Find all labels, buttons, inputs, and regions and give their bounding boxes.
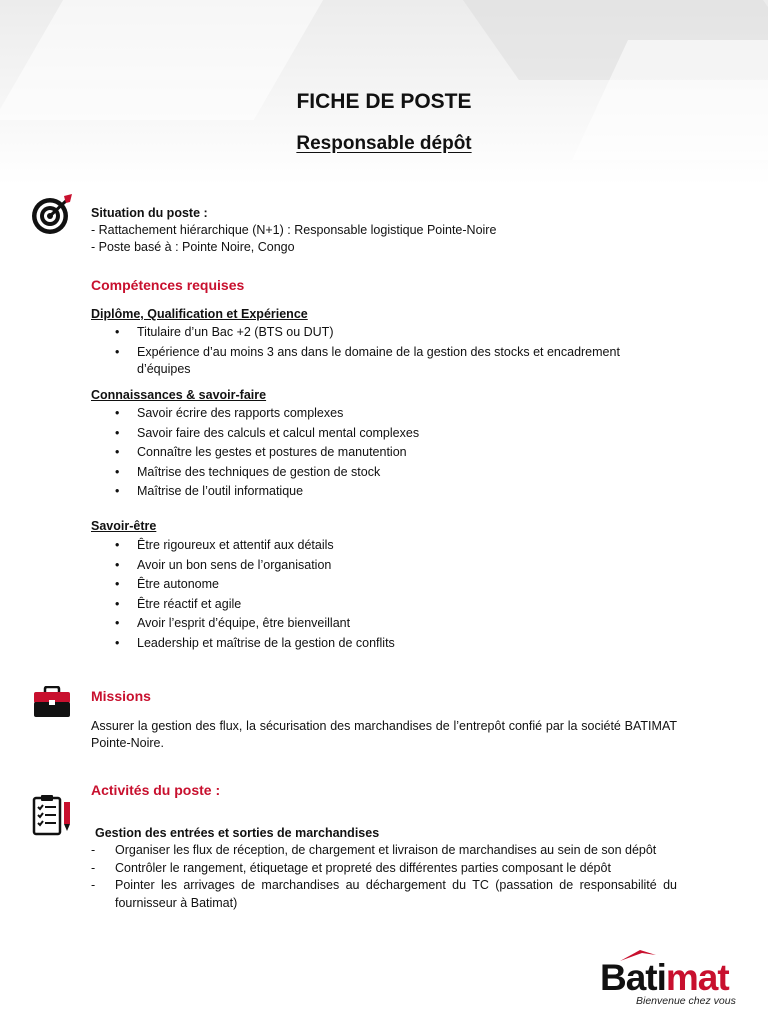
list-item: • Savoir écrire des rapports complexes (91, 405, 637, 422)
list-item: • Maîtrise des techniques de gestion de stock (91, 464, 637, 481)
list-item: • Savoir faire des calculs et calcul mental complexes (91, 425, 637, 442)
savoir-etre-heading: Savoir-être (91, 519, 157, 533)
list-item: • Être réactif et agile (91, 596, 637, 613)
logo-name-part1: Bati (600, 957, 666, 998)
list-item: • Connaître les gestes et postures de manutention (91, 444, 637, 461)
list-item: • Être autonome (91, 576, 637, 593)
list-item: • Être rigoureux et attentif aux détails (91, 537, 637, 554)
situation-line: - Poste basé à : Pointe Noire, Congo (91, 240, 295, 254)
connaissances-heading: Connaissances & savoir-faire (91, 388, 267, 402)
activites-list (91, 842, 677, 912)
logo-name-part2: mat (665, 957, 729, 998)
competences-heading: Compétences requises (91, 277, 245, 293)
connaissances-list (91, 405, 637, 503)
list-item: • Avoir un bon sens de l’organisation (91, 557, 637, 574)
activites-heading: Activités du poste : (91, 782, 221, 798)
batimat-logo (600, 955, 760, 1015)
checklist-icon (30, 794, 74, 836)
savoir-etre-list (91, 537, 637, 654)
missions-heading: Missions (91, 688, 151, 704)
list-item: • Avoir l’esprit d’équipe, être bienveillant (91, 615, 637, 632)
logo-tagline: Bienvenue chez vous (636, 995, 736, 1007)
list-item: - Pointer les arrivages de marchandises au déchargement du TC (passation de responsabilité du fournisseur à Batimat) (91, 877, 677, 912)
missions-text: Assurer la gestion des flux, la sécurisation des marchandises de l’entrepôt confié par la société BATIMAT Pointe-Noire. (91, 719, 677, 750)
diplome-list (91, 324, 637, 380)
list-item: • Leadership et maîtrise de la gestion de conflits (91, 635, 637, 652)
briefcase-icon (32, 686, 72, 718)
diplome-heading: Diplôme, Qualification et Expérience (91, 307, 308, 321)
list-item: - Contrôler le rangement, étiquetage et propreté des différentes parties composant le dépôt (91, 860, 677, 878)
situation-line: - Rattachement hiérarchique (N+1) : Responsable logistique Pointe-Noire (91, 223, 497, 237)
subtitle-text: Responsable dépôt (296, 133, 472, 154)
list-item: - Organiser les flux de réception, de chargement et livraison de marchandises au sein de son dépôt (91, 842, 677, 860)
situation-heading: Situation du poste : (91, 206, 208, 220)
page-title: FICHE DE POSTE (296, 90, 472, 113)
target-icon (30, 194, 76, 236)
activites-subheading: Gestion des entrées et sorties de marchandises (95, 826, 380, 840)
list-item: • Titulaire d’un Bac +2 (BTS ou DUT) (91, 324, 637, 341)
page-subtitle (0, 133, 768, 155)
list-item: • Maîtrise de l’outil informatique (91, 483, 637, 500)
list-item: • Expérience d’au moins 3 ans dans le domaine de la gestion des stocks et encadrement d’équipes (91, 344, 637, 378)
